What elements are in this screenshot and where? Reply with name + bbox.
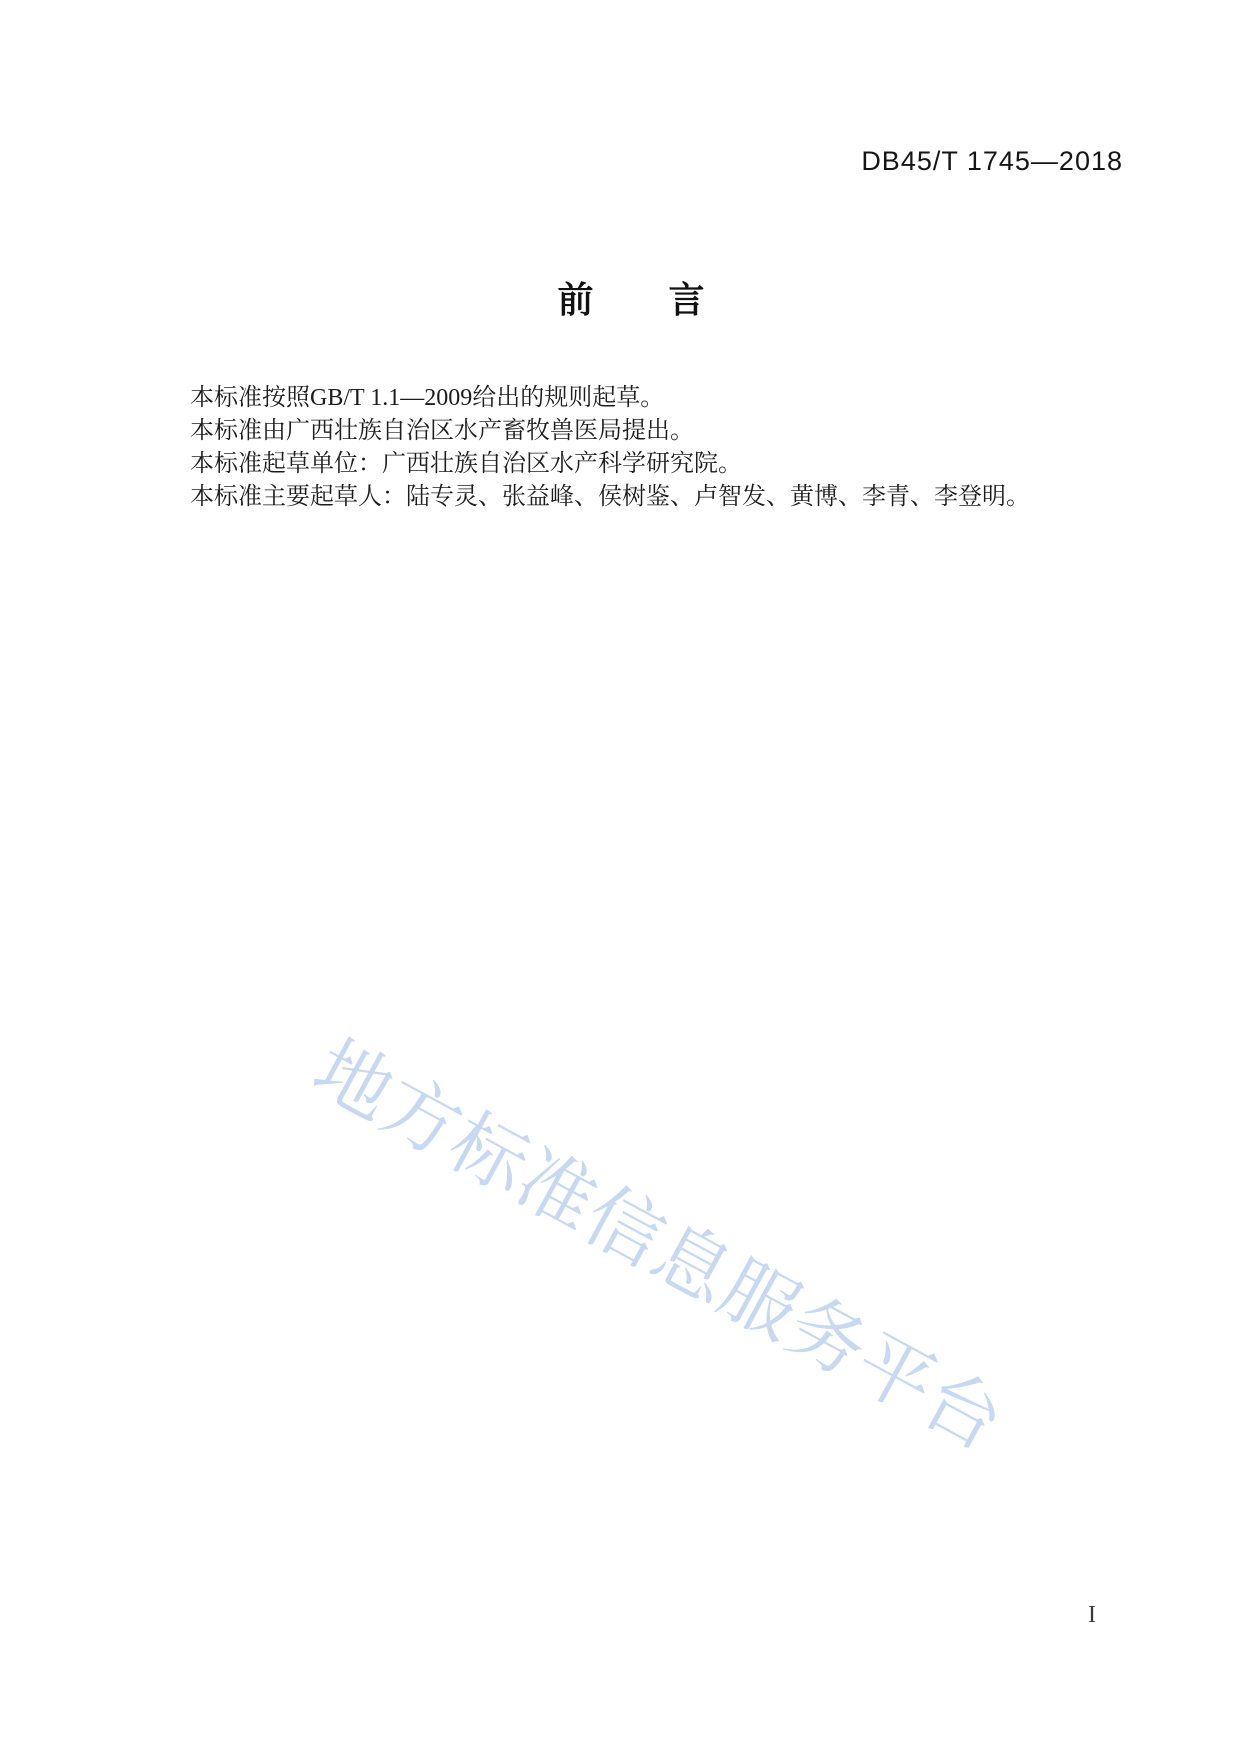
standard-code-header: DB45/T 1745—2018 — [861, 146, 1123, 176]
foreword-body — [190, 382, 1120, 514]
page-number: I — [1088, 1602, 1096, 1628]
page-title: 前 言 — [557, 279, 706, 320]
paragraph-proposed-by: 本标准由广西壮族自治区水产畜牧兽医局提出。 — [190, 418, 694, 444]
paragraph-drafting-unit: 本标准起草单位：广西壮族自治区水产科学研究院。 — [190, 451, 742, 477]
paragraph-drafters: 本标准主要起草人：陆专灵、张益峰、侯树鉴、卢智发、黄博、李青、李登明。 — [190, 484, 1030, 510]
paragraph-rules-basis: 本标准按照GB/T 1.1—2009给出的规则起草。 — [190, 385, 665, 411]
diagonal-watermark: 地方标准信息服务平台 — [300, 1025, 1017, 1468]
